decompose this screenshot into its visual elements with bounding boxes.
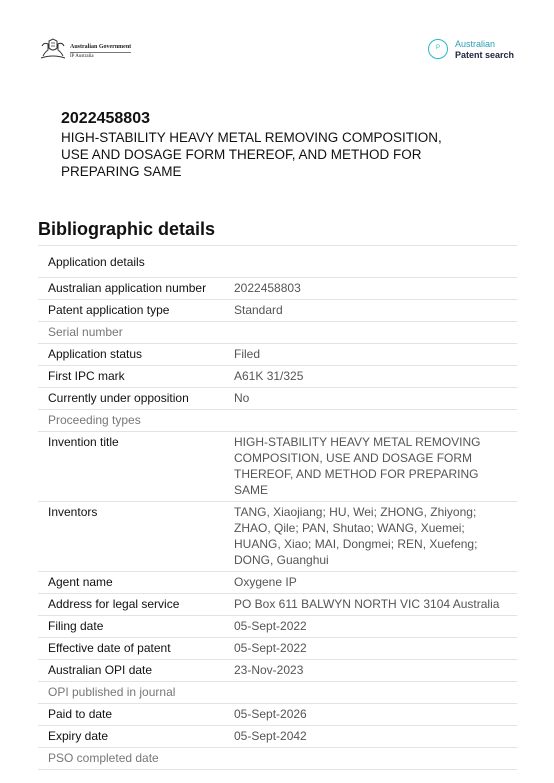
detail-value: 05-Sept-2022 [234, 641, 307, 655]
detail-row [38, 300, 517, 322]
detail-row [38, 344, 517, 366]
detail-value [234, 684, 517, 700]
detail-label: Filing date [48, 619, 104, 633]
detail-value: Oxygene IP [234, 575, 297, 589]
detail-value [234, 412, 517, 428]
page-header [0, 0, 554, 80]
detail-value [234, 750, 517, 766]
detail-row [38, 660, 517, 682]
patent-title-line: USE AND DOSAGE FORM THEREOF, AND METHOD FOR [61, 147, 422, 162]
detail-value: 05-Sept-2026 [234, 707, 307, 721]
detail-value-line: COMPOSITION, USE AND DOSAGE FORM [234, 451, 473, 465]
patent-title-line: PREPARING SAME [61, 164, 182, 179]
detail-value: 23-Nov-2023 [234, 663, 304, 677]
detail-label: Expiry date [48, 729, 109, 743]
detail-value-line: TANG, Xiaojiang; HU, Wei; ZHONG, Zhiyong; [234, 505, 477, 519]
patent-number: 2022458803 [61, 110, 150, 127]
gov-logo-line2: IP Australia [70, 54, 94, 59]
detail-value-line: HIGH-STABILITY HEAVY METAL REMOVING [234, 435, 481, 449]
detail-label: Agent name [48, 575, 113, 589]
detail-row [38, 278, 517, 300]
detail-value-line: DONG, Guanghui [234, 553, 329, 567]
detail-value: 05-Sept-2042 [234, 729, 307, 743]
detail-row [38, 748, 517, 770]
detail-label: Australian OPI date [48, 663, 153, 677]
detail-row [38, 638, 517, 660]
detail-label: OPI published in journal [48, 685, 176, 699]
detail-value: 2022458803 [234, 281, 301, 295]
patent-title [61, 129, 501, 180]
section-heading: Bibliographic details [38, 219, 216, 239]
detail-value [234, 434, 517, 498]
detail-row [38, 366, 517, 388]
detail-label: Address for legal service [48, 597, 180, 611]
detail-row [38, 726, 517, 748]
detail-value-line: HUANG, Xiao; MAI, Dongmei; REN, Xuefeng; [234, 537, 478, 551]
detail-value-line: THEREOF, AND METHOD FOR PREPARING SAME [234, 467, 479, 497]
detail-label: Invention title [48, 435, 119, 449]
patent-search-badge-icon: P [428, 39, 448, 59]
detail-label: Australian application number [48, 281, 207, 295]
detail-label: Application status [48, 347, 143, 361]
patent-title-block [61, 110, 501, 180]
detail-row [38, 388, 517, 410]
detail-label: Currently under opposition [48, 391, 189, 405]
search-logo-line2: Patent search [455, 50, 515, 60]
detail-row [38, 572, 517, 594]
detail-row [38, 682, 517, 704]
detail-label: Inventors [48, 505, 98, 519]
detail-row [38, 704, 517, 726]
detail-value: A61K 31/325 [234, 369, 304, 383]
detail-value: No [234, 391, 250, 405]
detail-value-line: ZHAO, Qile; PAN, Shutao; WANG, Xuemei; [234, 521, 465, 535]
detail-value: PO Box 611 BALWYN NORTH VIC 3104 Australia [234, 597, 500, 611]
detail-value: Standard [234, 303, 283, 317]
gov-logo-line1: Australian Government [70, 44, 131, 53]
detail-value [234, 504, 517, 568]
detail-label: Patent application type [48, 303, 170, 317]
detail-label: Serial number [48, 325, 123, 339]
detail-label: First IPC mark [48, 369, 125, 383]
patent-title-line: HIGH-STABILITY HEAVY METAL REMOVING COMPOSITION, [61, 130, 442, 145]
detail-label: Application details [48, 255, 145, 269]
detail-value: 05-Sept-2022 [234, 619, 307, 633]
detail-value [234, 254, 517, 270]
bibliographic-details-table [38, 245, 517, 770]
detail-label: Proceeding types [48, 413, 141, 427]
search-logo-line1: Australian [455, 39, 496, 49]
detail-row [38, 502, 517, 572]
detail-row [38, 594, 517, 616]
detail-value [234, 324, 517, 340]
detail-value: Filed [234, 347, 261, 361]
australian-government-logo[interactable] [38, 38, 138, 64]
detail-label: PSO completed date [48, 751, 159, 765]
detail-row [38, 432, 517, 502]
detail-row [38, 616, 517, 638]
detail-label: Paid to date [48, 707, 113, 721]
coat-of-arms-icon [38, 38, 68, 62]
detail-label: Effective date of patent [48, 641, 171, 655]
detail-row [38, 322, 517, 344]
detail-row [38, 246, 517, 278]
detail-row [38, 410, 517, 432]
